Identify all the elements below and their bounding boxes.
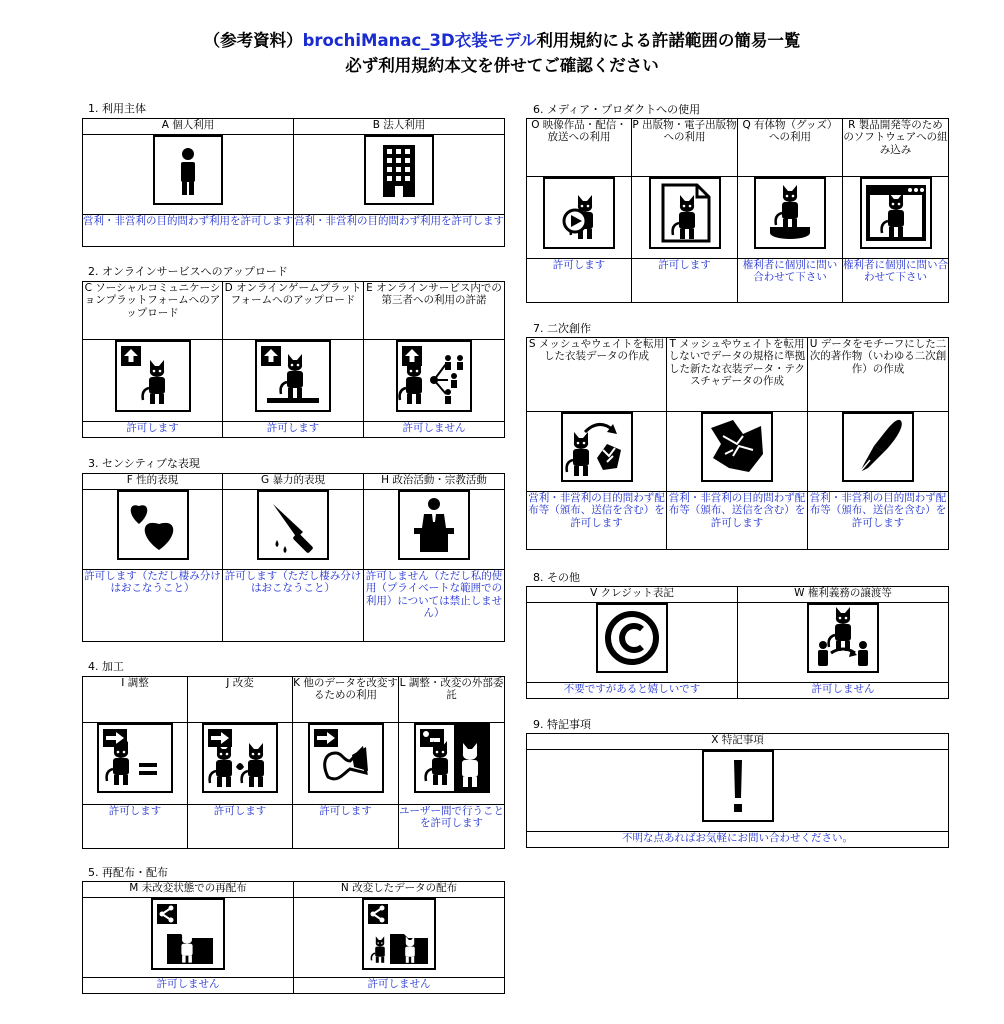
item-g-permission: 許可します（ただし棲み分けはおこなうこと） <box>223 570 364 642</box>
section-9-table <box>526 733 949 848</box>
distribute-modified-icon <box>362 898 436 970</box>
item-e-heading: E オンラインサービス内での第三者への利用の許諾 <box>364 282 505 340</box>
item-j-permission: 許可します <box>188 805 293 849</box>
item-r-heading: R 製品開発等のためのソフトウェアへの組み込み <box>843 119 949 177</box>
page-title <box>0 28 1004 78</box>
section-3-table <box>82 473 505 642</box>
adjust-icon <box>97 723 173 793</box>
hearts-icon <box>117 490 189 560</box>
item-d-permission: 許可します <box>223 422 364 438</box>
section-3-label: 3. センシティブな表現 <box>88 457 200 470</box>
item-l-permission: ユーザー間で行うことを許可します <box>399 805 505 849</box>
transfer-rights-icon <box>807 603 879 673</box>
section-5-table <box>82 881 505 994</box>
section-8-label: 8. その他 <box>533 571 580 584</box>
outsource-icon <box>414 723 490 793</box>
item-x-heading: X 特記事項 <box>527 734 949 750</box>
upload-share-icon <box>396 340 472 412</box>
item-s-heading: S メッシュやウェイトを転用した衣装データの作成 <box>527 338 667 412</box>
building-icon <box>364 135 434 205</box>
section-2-table <box>82 281 505 438</box>
transfer-icon <box>561 412 633 482</box>
item-t-heading: T メッシュやウェイトを転用しないでデータの規格に準拠した新たな衣装データ・テクスチャデータの作成 <box>667 338 808 412</box>
item-b-permission: 営利・非営利の目的問わず利用を許可します <box>294 215 505 247</box>
software-icon <box>860 177 932 249</box>
item-p-heading: P 出版物・電子出版物への利用 <box>632 119 738 177</box>
section-1-label: 1. 利用主体 <box>88 102 146 115</box>
item-b-heading: B 法人利用 <box>294 119 505 135</box>
item-q-permission: 権利者に個別に問い合わせて下さい <box>738 259 843 303</box>
video-icon <box>543 177 615 249</box>
section-7-label: 7. 二次創作 <box>533 322 591 335</box>
item-c-heading: C ソーシャルコミュニケーションプラットフォームへのアップロード <box>83 282 223 340</box>
item-n-permission: 許可しません <box>294 978 505 994</box>
item-u-heading: U データをモチーフにした二次的著作物（いわゆる二次創作）の作成 <box>808 338 949 412</box>
item-v-permission: 不要ですがあると嬉しいです <box>527 683 738 699</box>
section-8-table <box>526 586 949 699</box>
item-i-permission: 許可します <box>83 805 188 849</box>
item-h-permission: 許可しません（ただし私的使用（プライベートな範囲での利用）については禁止しません） <box>364 570 505 642</box>
upload-game-icon <box>255 340 331 412</box>
model-name: brochiManac_3D衣装モデル <box>302 31 537 50</box>
person-icon <box>153 135 223 205</box>
section-1-table <box>82 118 505 247</box>
section-4-label: 4. 加工 <box>88 660 124 673</box>
section-6-label: 6. メディア・プロダクトへの使用 <box>533 103 701 116</box>
copyright-icon <box>596 603 668 673</box>
item-j-heading: J 改変 <box>188 677 293 723</box>
reuse-icon <box>308 723 384 793</box>
item-a-heading: A 個人利用 <box>83 119 294 135</box>
item-k-permission: 許可します <box>293 805 399 849</box>
item-o-heading: O 映像作品・配信・放送への利用 <box>527 119 632 177</box>
item-o-permission: 許可します <box>527 259 632 303</box>
item-f-permission: 許可します（ただし棲み分けはおこなうこと） <box>83 570 223 642</box>
item-e-permission: 許可しません <box>364 422 505 438</box>
item-c-permission: 許可します <box>83 422 223 438</box>
redistribute-icon <box>151 898 225 970</box>
item-p-permission: 許可します <box>632 259 738 303</box>
item-r-permission: 権利者に個別に問い合わせて下さい <box>843 259 949 303</box>
fabric-icon <box>701 412 773 482</box>
item-m-heading: M 未改変状態での再配布 <box>83 882 294 898</box>
item-h-heading: H 政治活動・宗教活動 <box>364 474 505 490</box>
title-line-1: （参考資料）brochiManac_3D衣装モデル利用規約による許諾範囲の簡易一覧 <box>203 31 801 50</box>
exclamation-icon <box>702 750 774 822</box>
item-k-heading: K 他のデータを改変するための利用 <box>293 677 399 723</box>
item-x-note: 不明な点あればお気軽にお問い合わせください。 <box>527 832 949 848</box>
item-w-heading: W 権利義務の譲渡等 <box>738 587 949 603</box>
item-w-permission: 許可しません <box>738 683 949 699</box>
speaker-podium-icon <box>398 490 470 560</box>
item-g-heading: G 暴力的表現 <box>223 474 364 490</box>
item-v-heading: V クレジット表記 <box>527 587 738 603</box>
section-9-label: 9. 特記事項 <box>533 718 591 731</box>
section-7-table <box>526 337 949 550</box>
item-f-heading: F 性的表現 <box>83 474 223 490</box>
goods-icon <box>754 177 826 249</box>
publication-icon <box>649 177 721 249</box>
upload-social-icon <box>115 340 191 412</box>
item-u-permission: 営利・非営利の目的問わず配布等（頒布、送信を含む）を許可します <box>808 492 949 550</box>
item-q-heading: Q 有体物（グッズ）への利用 <box>738 119 843 177</box>
section-2-label: 2. オンラインサービスへのアップロード <box>88 265 288 278</box>
section-6-table <box>526 118 949 303</box>
item-t-permission: 営利・非営利の目的問わず配布等（頒布、送信を含む）を許可します <box>667 492 808 550</box>
item-l-heading: L 調整・改変の外部委託 <box>399 677 505 723</box>
pen-icon <box>842 412 914 482</box>
section-5-label: 5. 再配布・配布 <box>88 866 168 879</box>
item-m-permission: 許可しません <box>83 978 294 994</box>
item-d-heading: D オンラインゲームプラットフォームへのアップロード <box>223 282 364 340</box>
title-line-2: 必ず利用規約本文を併せてご確認ください <box>345 56 659 75</box>
knife-icon <box>257 490 329 560</box>
item-a-permission: 営利・非営利の目的問わず利用を許可します <box>83 215 294 247</box>
section-4-table <box>82 676 505 849</box>
item-i-heading: I 調整 <box>83 677 188 723</box>
item-s-permission: 営利・非営利の目的問わず配布等（頒布、送信を含む）を許可します <box>527 492 667 550</box>
modify-icon <box>202 723 278 793</box>
item-n-heading: N 改変したデータの配布 <box>294 882 505 898</box>
